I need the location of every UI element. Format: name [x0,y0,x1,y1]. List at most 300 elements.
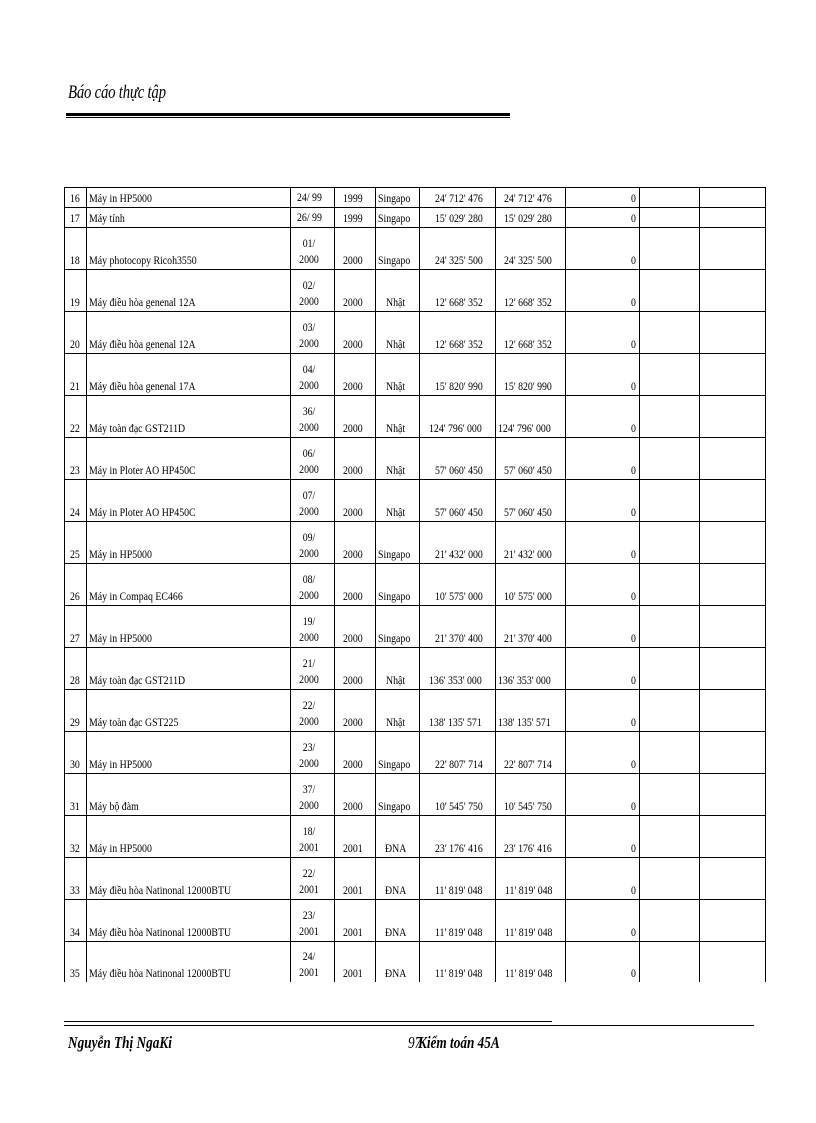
cell-remaining-value-text: 22' 807' 714 [504,757,553,771]
cell-remaining-value-text: 15' 029' 280 [504,211,553,225]
cell-value-text: 0 [630,379,636,393]
cell-code [291,396,335,438]
cell-original-value [420,354,496,396]
cell-name [87,188,291,208]
cell-country-text: Nhật [386,421,406,435]
cell-value-text: 0 [630,211,636,225]
cell-remaining-value [496,312,565,354]
cell-original-value [420,208,496,228]
cell-year-text: 2000 [343,463,363,477]
cell-stt [65,354,87,396]
cell-original-value-text: 10' 545' 750 [435,799,483,813]
table-row [65,732,766,774]
cell-original-value-text: 57' 060' 450 [435,505,483,519]
cell-year-text: 2000 [343,589,363,603]
cell-remaining-value [496,816,565,858]
cell-empty [699,648,765,690]
cell-country-text: ĐNA [384,925,406,939]
cell-original-value [420,774,496,816]
cell-year-text: 2001 [343,925,363,939]
cell-value-text: 0 [630,547,636,561]
cell-stt [65,942,87,983]
cell-code [291,312,335,354]
table-row [65,858,766,900]
cell-code [291,648,335,690]
cell-remaining-value [496,228,565,270]
cell-value [565,774,639,816]
cell-code-text: 21/ 2000 [299,656,319,686]
cell-original-value [420,312,496,354]
cell-stt [65,228,87,270]
cell-value-text: 0 [630,631,636,645]
cell-empty [639,564,699,606]
cell-country [376,648,420,690]
cell-empty [639,900,699,942]
footer-author: Nguyễn Thị NgaKi [68,1033,172,1052]
cell-code [291,606,335,648]
cell-name [87,858,291,900]
cell-name-text: Máy toàn đạc GST225 [89,715,179,729]
cell-code-text: 22/ 2000 [299,698,319,728]
cell-country-text: Singapo [378,211,411,225]
cell-country [376,732,420,774]
cell-remaining-value-text: 21' 432' 000 [504,547,553,561]
cell-original-value-text: 138' 135' 571 [429,715,482,729]
cell-country [376,522,420,564]
cell-stt [65,188,87,208]
cell-empty [639,480,699,522]
cell-name [87,354,291,396]
cell-year [335,774,376,816]
cell-value [565,858,639,900]
cell-country [376,354,420,396]
cell-stt-text: 22 [69,421,80,435]
cell-stt-text: 30 [69,757,80,771]
cell-original-value [420,858,496,900]
header-rule-thick [66,113,510,116]
cell-remaining-value [496,606,565,648]
cell-empty [699,774,765,816]
cell-year-text: 2000 [343,673,363,687]
cell-country-text: ĐNA [384,966,406,980]
cell-code [291,564,335,606]
cell-empty [639,396,699,438]
cell-country [376,208,420,228]
cell-country-text: Nhật [386,379,406,393]
cell-value-text: 0 [630,925,636,939]
cell-original-value-text: 15' 820' 990 [435,379,483,393]
cell-stt [65,208,87,228]
cell-stt [65,732,87,774]
cell-year-text: 2000 [343,757,363,771]
cell-value-text: 0 [630,757,636,771]
cell-empty [639,606,699,648]
cell-empty [699,228,765,270]
table-body [65,188,766,983]
cell-remaining-value [496,690,565,732]
cell-name-text: Máy tính [89,211,125,225]
cell-empty [639,522,699,564]
cell-original-value [420,228,496,270]
cell-name [87,396,291,438]
cell-year [335,208,376,228]
cell-stt [65,774,87,816]
cell-name-text: Máy photocopy Ricoh3550 [89,253,197,267]
cell-year-text: 1999 [343,211,363,225]
cell-remaining-value [496,438,565,480]
strike-line [64,1021,552,1022]
cell-year-text: 2000 [343,253,363,267]
cell-country [376,438,420,480]
cell-country-text: ĐNA [384,841,406,855]
cell-empty [699,690,765,732]
cell-name-text: Máy điều hòa genenal 12A [89,295,196,309]
cell-code [291,480,335,522]
table-row [65,396,766,438]
cell-year [335,312,376,354]
cell-country [376,312,420,354]
table-bottom-rule [64,1025,754,1026]
cell-country-text: ĐNA [384,883,406,897]
cell-remaining-value [496,942,565,983]
cell-remaining-value-text: 136' 353' 000 [498,673,552,687]
cell-year-text: 2000 [343,379,363,393]
cell-code [291,228,335,270]
cell-value-text: 0 [630,715,636,729]
cell-country-text: Nhật [386,715,406,729]
cell-stt [65,564,87,606]
cell-code-text: 19/ 2000 [299,614,319,644]
cell-name-text: Máy điều hòa Natinonal 12000BTU [89,925,232,939]
cell-stt-text: 24 [69,505,80,519]
cell-code [291,690,335,732]
cell-code-text: 36/ 2000 [299,404,319,434]
cell-empty [639,354,699,396]
cell-stt-text: 26 [69,589,80,603]
cell-original-value [420,522,496,564]
cell-original-value-text: 15' 029' 280 [435,211,483,225]
cell-value [565,438,639,480]
footer-page-number: 97 [408,1033,422,1052]
cell-value [565,228,639,270]
cell-year-text: 2000 [343,421,363,435]
cell-stt-text: 20 [69,337,80,351]
cell-year-text: 2000 [343,337,363,351]
cell-year [335,270,376,312]
cell-code [291,522,335,564]
cell-empty [699,312,765,354]
cell-country-text: Singapo [378,253,411,267]
table-row [65,208,766,228]
cell-name [87,312,291,354]
cell-year-text: 2001 [343,883,363,897]
cell-country-text: Singapo [378,757,411,771]
cell-year [335,690,376,732]
cell-stt-text: 35 [69,966,80,980]
cell-country [376,858,420,900]
cell-stt-text: 32 [69,841,80,855]
cell-value-text: 0 [630,337,636,351]
cell-country-text: Nhật [386,295,406,309]
cell-empty [639,816,699,858]
cell-empty [639,208,699,228]
cell-country [376,690,420,732]
cell-year-text: 2000 [343,547,363,561]
cell-country-text: Singapo [378,547,411,561]
cell-code [291,732,335,774]
cell-year-text: 2000 [343,631,363,645]
cell-remaining-value-text: 12' 668' 352 [504,295,553,309]
cell-code [291,900,335,942]
cell-value-text: 0 [630,589,636,603]
cell-name-text: Máy in HP5000 [89,631,152,645]
cell-code-text: 26/ 99 [297,210,323,224]
table-row [65,522,766,564]
cell-year [335,228,376,270]
cell-value-text: 0 [630,841,636,855]
cell-code-text: 02/ 2000 [299,278,319,308]
cell-remaining-value [496,396,565,438]
table-row [65,690,766,732]
table-row [65,354,766,396]
cell-empty [699,942,765,983]
cell-value-text: 0 [630,799,636,813]
cell-year-text: 1999 [343,191,363,205]
cell-stt-text: 34 [69,925,80,939]
cell-value [565,522,639,564]
cell-stt [65,690,87,732]
cell-name [87,648,291,690]
cell-country-text: Nhật [386,673,406,687]
cell-original-value-text: 11' 819' 048 [435,883,483,897]
cell-original-value-text: 10' 575' 000 [435,589,483,603]
cell-name-text: Máy toàn đạc GST211D [89,421,186,435]
cell-original-value-text: 24' 325' 500 [435,253,483,267]
cell-original-value-text: 124' 796' 000 [429,421,482,435]
cell-code-text: 23/ 2001 [299,908,319,938]
table-row [65,270,766,312]
cell-year-text: 2001 [343,841,363,855]
cell-empty [639,690,699,732]
cell-stt [65,606,87,648]
cell-name-text: Máy in Compaq EC466 [89,589,183,603]
cell-country [376,270,420,312]
cell-original-value [420,396,496,438]
cell-code-text: 18/ 2001 [299,824,319,854]
cell-original-value-text: 21' 432' 000 [435,547,483,561]
cell-remaining-value-text: 24' 712' 476 [504,191,553,205]
cell-original-value [420,816,496,858]
footer-department: Kiểm toán 45A [418,1033,500,1052]
cell-year-text: 2001 [343,966,363,980]
cell-name [87,438,291,480]
cell-original-value-text: 12' 668' 352 [435,295,483,309]
cell-year [335,354,376,396]
cell-value [565,188,639,208]
header-rule-thin [66,117,510,118]
cell-year [335,438,376,480]
cell-original-value-text: 22' 807' 714 [435,757,483,771]
table-row [65,942,766,983]
cell-stt-text: 27 [69,631,80,645]
cell-remaining-value-text: 11' 819' 048 [504,883,553,897]
cell-value [565,900,639,942]
cell-name-text: Máy điều hòa Natinonal 12000BTU [89,883,232,897]
cell-code-text: 24/ 99 [297,190,323,204]
cell-code [291,354,335,396]
page-header-title: Báo cáo thực tập [68,82,166,103]
cell-stt-text: 16 [69,191,80,205]
cell-empty [699,270,765,312]
cell-year [335,942,376,983]
cell-empty [639,312,699,354]
cell-country-text: Singapo [378,191,411,205]
cell-code-text: 37/ 2000 [299,782,319,812]
cell-name-text: Máy toàn đạc GST211D [89,673,186,687]
cell-stt [65,816,87,858]
cell-name [87,208,291,228]
cell-original-value-text: 24' 712' 476 [435,191,483,205]
cell-remaining-value [496,522,565,564]
cell-country-text: Nhật [386,505,406,519]
cell-code-text: 22/ 2001 [299,866,319,896]
cell-value-text: 0 [630,505,636,519]
cell-value [565,354,639,396]
cell-remaining-value-text: 124' 796' 000 [498,421,552,435]
cell-original-value [420,732,496,774]
cell-year-text: 2000 [343,505,363,519]
cell-original-value-text: 21' 370' 400 [435,631,483,645]
cell-value-text: 0 [630,295,636,309]
table-row [65,312,766,354]
cell-empty [639,858,699,900]
table-row [65,774,766,816]
cell-name-text: Máy in HP5000 [89,841,152,855]
cell-value [565,208,639,228]
cell-stt-text: 31 [69,799,80,813]
cell-value-text: 0 [630,253,636,267]
cell-original-value-text: 12' 668' 352 [435,337,483,351]
cell-year [335,900,376,942]
cell-name-text: Máy in HP5000 [89,547,152,561]
cell-empty [699,564,765,606]
cell-remaining-value-text: 15' 820' 990 [504,379,553,393]
cell-name-text: Máy in Ploter AO HP450C [89,505,196,519]
cell-value-text: 0 [630,966,636,980]
table-row [65,900,766,942]
table-row [65,648,766,690]
cell-empty [699,354,765,396]
cell-name-text: Máy điều hòa genenal 17A [89,379,196,393]
cell-name [87,732,291,774]
cell-name [87,270,291,312]
cell-code [291,208,335,228]
table-row [65,816,766,858]
cell-remaining-value [496,270,565,312]
cell-empty [639,648,699,690]
cell-remaining-value [496,900,565,942]
cell-empty [639,774,699,816]
cell-country-text: Singapo [378,799,411,813]
cell-remaining-value [496,208,565,228]
cell-remaining-value-text: 10' 575' 000 [504,589,553,603]
table-row [65,188,766,208]
cell-empty [699,396,765,438]
cell-remaining-value-text: 12' 668' 352 [504,337,553,351]
cell-remaining-value-text: 57' 060' 450 [504,463,553,477]
cell-remaining-value [496,480,565,522]
cell-name [87,606,291,648]
cell-stt [65,522,87,564]
cell-name [87,228,291,270]
cell-original-value [420,564,496,606]
cell-remaining-value-text: 10' 545' 750 [504,799,553,813]
cell-name [87,480,291,522]
cell-value-text: 0 [630,883,636,897]
cell-country [376,606,420,648]
cell-stt [65,648,87,690]
cell-stt [65,312,87,354]
cell-original-value [420,606,496,648]
cell-remaining-value-text: 11' 819' 048 [504,966,553,980]
cell-empty [699,606,765,648]
cell-name [87,774,291,816]
cell-stt-text: 25 [69,547,80,561]
cell-original-value [420,648,496,690]
cell-year [335,188,376,208]
cell-code [291,270,335,312]
cell-original-value [420,188,496,208]
cell-original-value [420,690,496,732]
cell-remaining-value-text: 21' 370' 400 [504,631,553,645]
cell-year [335,480,376,522]
cell-code-text: 09/ 2000 [299,530,319,560]
cell-value-text: 0 [630,673,636,687]
cell-stt [65,900,87,942]
cell-stt-text: 23 [69,463,80,477]
cell-stt [65,438,87,480]
cell-code-text: 23/ 2000 [299,740,319,770]
cell-country [376,774,420,816]
cell-name-text: Máy in Ploter AO HP450C [89,463,196,477]
cell-code [291,438,335,480]
cell-stt [65,480,87,522]
cell-original-value-text: 23' 176' 416 [435,841,483,855]
cell-year [335,606,376,648]
cell-original-value-text: 11' 819' 048 [435,966,483,980]
cell-stt [65,858,87,900]
cell-value-text: 0 [630,463,636,477]
cell-code-text: 06/ 2000 [299,446,319,476]
cell-year-text: 2000 [343,295,363,309]
table-row [65,564,766,606]
cell-value [565,732,639,774]
cell-year-text: 2000 [343,799,363,813]
cell-stt-text: 21 [69,379,80,393]
cell-year [335,396,376,438]
cell-code-text: 03/ 2000 [299,320,319,350]
cell-stt [65,396,87,438]
cell-country [376,188,420,208]
cell-country-text: Singapo [378,589,411,603]
cell-remaining-value [496,354,565,396]
cell-empty [639,188,699,208]
cell-empty [699,438,765,480]
cell-name [87,522,291,564]
cell-stt-text: 29 [69,715,80,729]
cell-code-text: 04/ 2000 [299,362,319,392]
cell-code [291,858,335,900]
